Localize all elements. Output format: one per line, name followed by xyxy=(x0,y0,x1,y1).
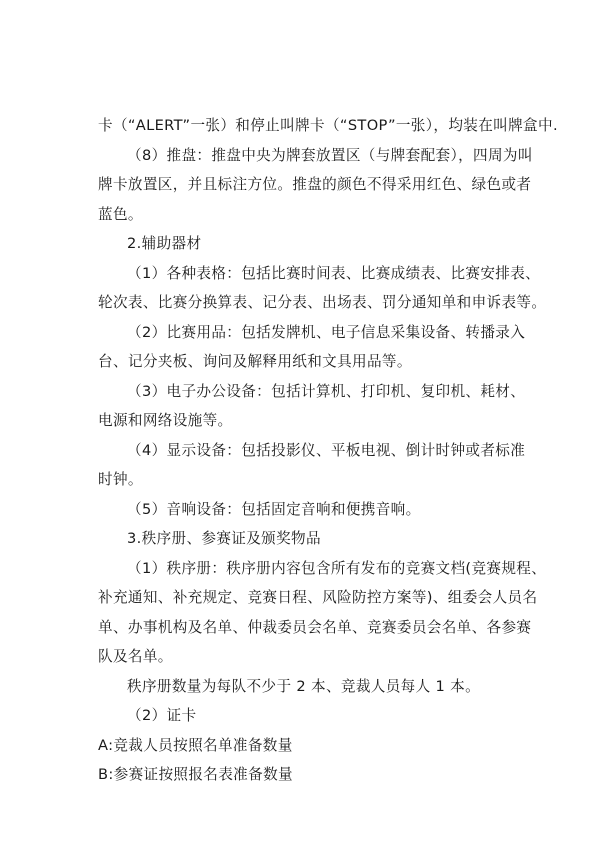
text-line: 牌卡放置区，并且标注方位。推盘的颜色不得采用红色、绿色或者 xyxy=(98,176,532,193)
text-line-continuation: 卡（“ALERT”一张）和停止叫牌卡（“STOP”一张），均装在叫牌盒中. xyxy=(98,117,558,134)
text-line-item-8: （8）推盘：推盘中央为牌套放置区（与牌套配套），四周为叫 xyxy=(127,146,533,164)
text-line: 队及名单。 xyxy=(98,648,173,665)
text-line-item-a: A:竞裁人员按照名单准备数量 xyxy=(98,736,293,754)
text-line-quantity: 秩序册数量为每队不少于 2 本、竞裁人员每人 1 本。 xyxy=(127,677,481,695)
text-line-item-3: （3）电子办公设备：包括计算机、打印机、复印机、耗材、 xyxy=(127,382,526,400)
text-line: 补充通知、补充规定、竞赛日程、风险防控方案等)、组委会人员名 xyxy=(98,589,538,606)
text-line-item-5: （5）音响设备：包括固定音响和便携音响。 xyxy=(127,500,421,518)
text-line: 蓝色。 xyxy=(98,205,143,223)
text-line-item-b: B:参赛证按照报名表准备数量 xyxy=(98,766,293,783)
text-line-item-1: （1）秩序册：秩序册内容包含所有发布的竞赛文档(竞赛规程、 xyxy=(127,559,547,577)
text-line-item-4: （4）显示设备：包括投影仪、平板电视、倒计时钟或者标准 xyxy=(127,441,526,459)
document-body xyxy=(98,111,558,790)
section-heading-auxiliary-equipment: 2.辅助器材 xyxy=(127,235,202,252)
text-line: 时钟。 xyxy=(98,471,143,488)
text-line-item-2: （2）比赛用品：包括发牌机、电子信息采集设备、转播录入 xyxy=(127,323,526,341)
section-heading-program-book: 3.秩序册、参赛证及颁奖物品 xyxy=(127,530,321,547)
text-line: 台、记分夹板、询问及解释用纸和文具用品等。 xyxy=(98,353,412,370)
text-line-item-1: （1）各种表格：包括比赛时间表、比赛成绩表、比赛安排表、 xyxy=(127,264,541,282)
text-line-item-2: （2）证卡 xyxy=(127,707,197,724)
text-line: 轮次表、比赛分换算表、记分表、出场表、罚分通知单和申诉表等。 xyxy=(98,294,547,311)
text-line: 单、办事机构及名单、仲裁委员会名单、竞赛委员会名单、各参赛 xyxy=(98,618,532,636)
text-line: 电源和网络设施等。 xyxy=(98,412,233,429)
